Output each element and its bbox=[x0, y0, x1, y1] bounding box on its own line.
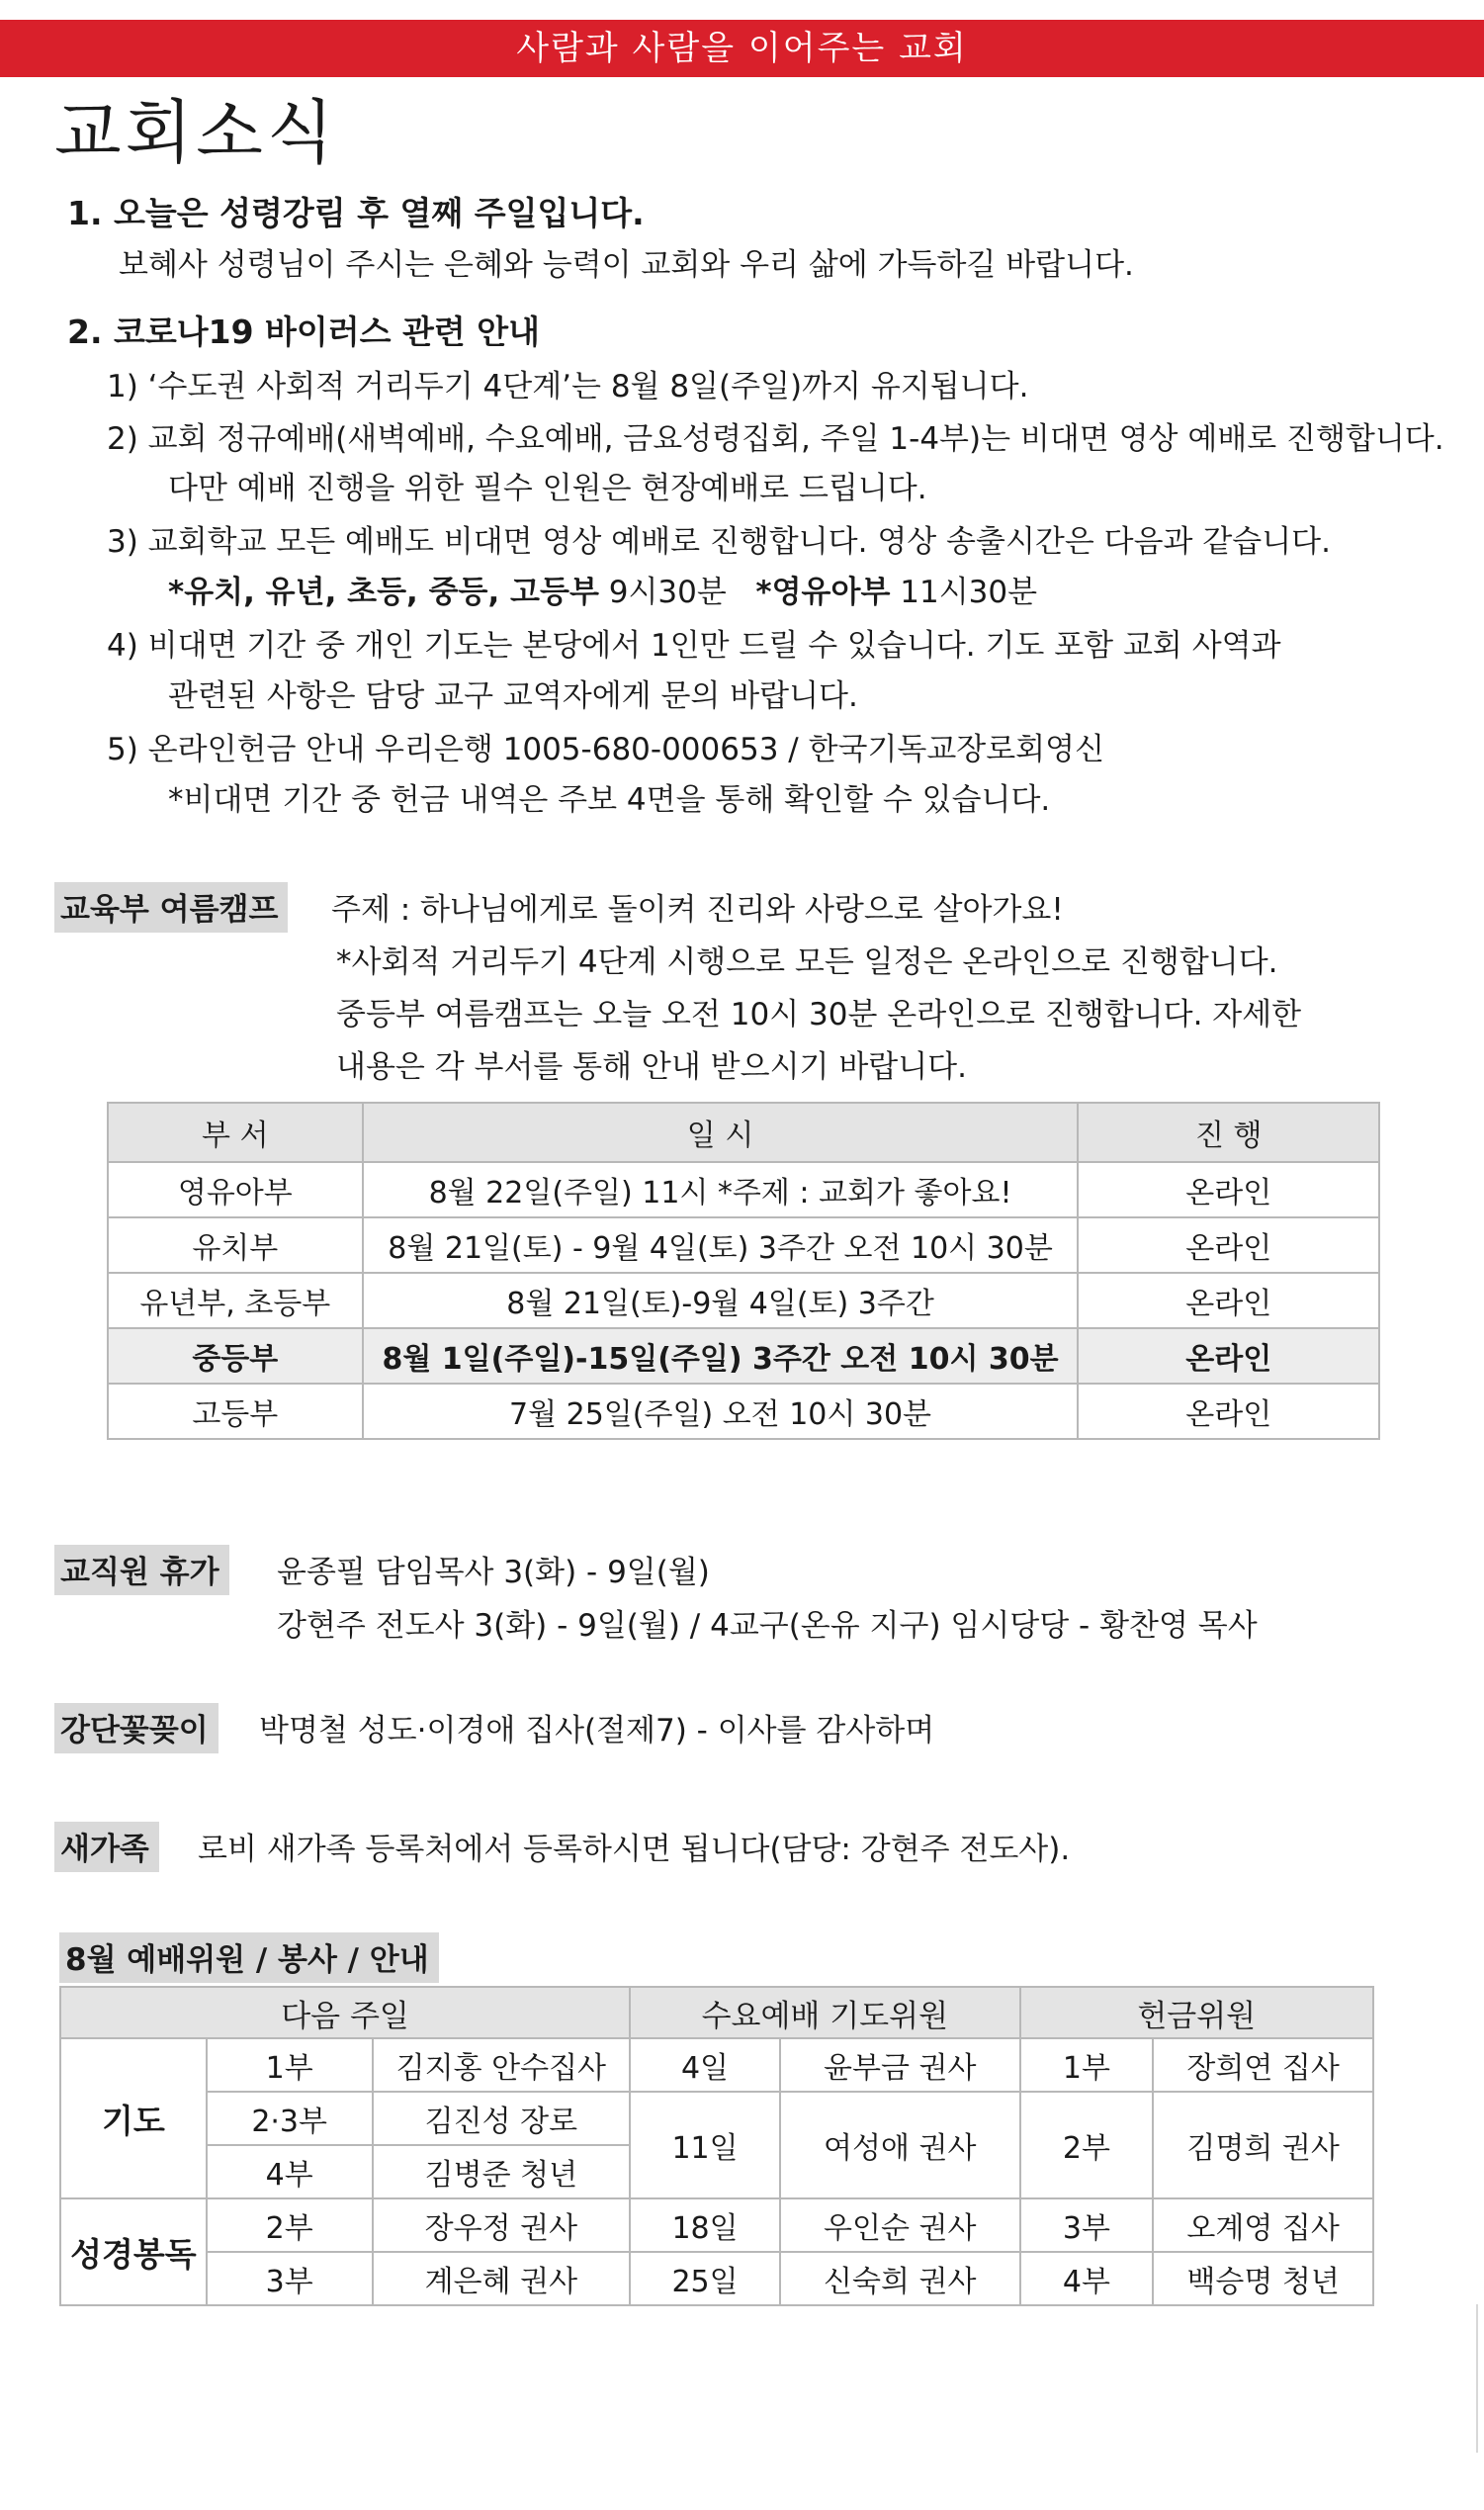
table-row bbox=[108, 1162, 1379, 1217]
notice-1-text: 보혜사 성령님이 주시는 은혜와 능력이 교회와 우리 삶에 가득하길 바랍니다. bbox=[119, 247, 1134, 283]
offering-part-cell: 3부 bbox=[1020, 2198, 1154, 2252]
dept-cell: 고등부 bbox=[108, 1384, 363, 1439]
camp-desc-1: *사회적 거리두기 4단계 시행으로 모든 일정은 온라인으로 진행합니다. bbox=[336, 944, 1278, 980]
page-edge-divider bbox=[1476, 2304, 1478, 2453]
header-offering: 헌금위원 bbox=[1020, 1987, 1374, 2038]
notice-2-schedule bbox=[168, 567, 1037, 611]
table-row bbox=[108, 1273, 1379, 1328]
mode-cell: 온라인 bbox=[1078, 1217, 1379, 1273]
part-cell: 1부 bbox=[207, 2038, 373, 2092]
page-title: 교회소식 bbox=[54, 92, 338, 173]
camp-desc-3: 내용은 각 부서를 통해 안내 받으시기 바랍니다. bbox=[336, 1049, 967, 1085]
name-cell: 김지홍 안수집사 bbox=[373, 2038, 631, 2092]
notice-2-line-2: 2) 교회 정규예배(새벽예배, 수요예배, 금요성령집회, 주일 1-4부)는 비대면 영상 예배로 진행합니다. bbox=[107, 421, 1444, 457]
offering-part-cell: 4부 bbox=[1020, 2252, 1154, 2305]
name-cell: 계은혜 권사 bbox=[373, 2252, 631, 2305]
offering-name-cell: 김명희 권사 bbox=[1153, 2092, 1373, 2198]
header-date: 일 시 bbox=[363, 1103, 1079, 1162]
august-table-header bbox=[60, 1987, 1373, 2038]
wed-name-cell: 신숙희 권사 bbox=[780, 2252, 1020, 2305]
vacation-label: 교직원 휴가 bbox=[54, 1545, 229, 1595]
notice-2-heading: 2. 코로나19 바이러스 관련 안내 bbox=[67, 313, 541, 351]
offering-part-cell: 2부 bbox=[1020, 2092, 1154, 2198]
notice-2-line-2b: 다만 예배 진행을 위한 필수 인원은 현장예배로 드립니다. bbox=[168, 471, 927, 506]
flowers-text: 박명철 성도·이경애 집사(절제7) - 이사를 감사하며 bbox=[259, 1713, 935, 1748]
notice-2-line-1: 1) ‘수도권 사회적 거리두기 4단계’는 8월 8일(주일)까지 유지됩니다. bbox=[107, 369, 1029, 404]
header-sunday: 다음 주일 bbox=[60, 1987, 630, 2038]
august-label: 8월 예배위원 / 봉사 / 안내 bbox=[59, 1932, 439, 1983]
schedule-school-label: *유치, 유년, 초등, 중등, 고등부 bbox=[168, 575, 599, 610]
notice-1-heading: 1. 오늘은 성령강림 후 열째 주일입니다. bbox=[67, 194, 645, 232]
table-row bbox=[60, 2038, 1373, 2092]
notice-2-line-4: 4) 비대면 기간 중 개인 기도는 본당에서 1인만 드릴 수 있습니다. 기도 포함 교회 사역과 bbox=[107, 628, 1281, 664]
camp-label: 교육부 여름캠프 bbox=[54, 882, 288, 933]
table-row bbox=[60, 2198, 1373, 2252]
name-cell: 김진성 장로 bbox=[373, 2092, 631, 2145]
part-cell: 3부 bbox=[207, 2252, 373, 2305]
dept-cell: 중등부 bbox=[108, 1328, 363, 1384]
mode-cell: 온라인 bbox=[1078, 1162, 1379, 1217]
notice-2-line-3: 3) 교회학교 모든 예배도 비대면 영상 예배로 진행합니다. 영상 송출시간은 다음과 같습니다. bbox=[107, 524, 1331, 560]
schedule-school-time: 9시30분 bbox=[598, 575, 727, 610]
date-cell: 8월 21일(토)-9월 4일(토) 3주간 bbox=[363, 1273, 1079, 1328]
header-mode: 진 행 bbox=[1078, 1103, 1379, 1162]
wed-day-cell: 25일 bbox=[630, 2252, 780, 2305]
date-cell: 8월 21일(토) - 9월 4일(토) 3주간 오전 10시 30분 bbox=[363, 1217, 1079, 1273]
dept-cell: 유치부 bbox=[108, 1217, 363, 1273]
part-cell: 4부 bbox=[207, 2145, 373, 2198]
vacation-line-2: 강현주 전도사 3(화) - 9일(월) / 4교구(온유 지구) 임시당당 - 황찬영 목사 bbox=[277, 1608, 1258, 1644]
newfamily-text: 로비 새가족 등록처에서 등록하시면 됩니다(담당: 강현주 전도사). bbox=[198, 1832, 1071, 1867]
mode-cell: 온라인 bbox=[1078, 1384, 1379, 1439]
vacation-line-1: 윤종필 담임목사 3(화) - 9일(월) bbox=[277, 1555, 710, 1590]
name-cell: 장우정 권사 bbox=[373, 2198, 631, 2252]
wed-day-cell: 4일 bbox=[630, 2038, 780, 2092]
camp-table bbox=[107, 1102, 1380, 1440]
flowers-label: 강단꽃꽂이 bbox=[54, 1703, 218, 1753]
wed-day-cell: 18일 bbox=[630, 2198, 780, 2252]
header-banner: 사람과 사람을 이어주는 교회 bbox=[0, 20, 1484, 77]
table-row bbox=[60, 2252, 1373, 2305]
category-reading: 성경봉독 bbox=[60, 2198, 207, 2305]
wed-name-cell: 우인순 권사 bbox=[780, 2198, 1020, 2252]
category-prayer: 기도 bbox=[60, 2038, 207, 2198]
schedule-infant-time: 11시30분 bbox=[890, 575, 1038, 610]
header-wednesday: 수요예배 기도위원 bbox=[630, 1987, 1019, 2038]
name-cell: 김병준 청년 bbox=[373, 2145, 631, 2198]
camp-theme: 주제 : 하나님에게로 돌이켜 진리와 사랑으로 살아가요! bbox=[331, 892, 1064, 928]
wed-name-cell: 여성애 권사 bbox=[780, 2092, 1020, 2198]
notice-2-line-4b: 관련된 사항은 담당 교구 교역자에게 문의 바랍니다. bbox=[168, 678, 858, 714]
wed-day-cell: 11일 bbox=[630, 2092, 780, 2198]
header-dept: 부 서 bbox=[108, 1103, 363, 1162]
offering-name-cell: 장희연 집사 bbox=[1153, 2038, 1373, 2092]
notice-2-line-5b: *비대면 기간 중 헌금 내역은 주보 4면을 통해 확인할 수 있습니다. bbox=[168, 782, 1051, 818]
dept-cell: 영유아부 bbox=[108, 1162, 363, 1217]
date-cell: 8월 22일(주일) 11시 *주제 : 교회가 좋아요! bbox=[363, 1162, 1079, 1217]
mode-cell: 온라인 bbox=[1078, 1328, 1379, 1384]
table-row bbox=[108, 1384, 1379, 1439]
camp-desc-2: 중등부 여름캠프는 오늘 오전 10시 30분 온라인으로 진행합니다. 자세한 bbox=[336, 997, 1302, 1032]
offering-part-cell: 1부 bbox=[1020, 2038, 1154, 2092]
august-table bbox=[59, 1986, 1374, 2306]
date-cell: 7월 25일(주일) 오전 10시 30분 bbox=[363, 1384, 1079, 1439]
mode-cell: 온라인 bbox=[1078, 1273, 1379, 1328]
date-cell: 8월 1일(주일)-15일(주일) 3주간 오전 10시 30분 bbox=[363, 1328, 1079, 1384]
notice-2-line-5: 5) 온라인헌금 안내 우리은행 1005-680-000653 / 한국기독교장로회영신 bbox=[107, 732, 1105, 767]
table-row bbox=[108, 1217, 1379, 1273]
wed-name-cell: 윤부금 권사 bbox=[780, 2038, 1020, 2092]
part-cell: 2·3부 bbox=[207, 2092, 373, 2145]
camp-table-header bbox=[108, 1103, 1379, 1162]
dept-cell: 유년부, 초등부 bbox=[108, 1273, 363, 1328]
table-row bbox=[60, 2092, 1373, 2145]
part-cell: 2부 bbox=[207, 2198, 373, 2252]
table-row-highlighted bbox=[108, 1328, 1379, 1384]
offering-name-cell: 백승명 청년 bbox=[1153, 2252, 1373, 2305]
offering-name-cell: 오계영 집사 bbox=[1153, 2198, 1373, 2252]
newfamily-label: 새가족 bbox=[54, 1822, 159, 1872]
schedule-infant-label: *영유아부 bbox=[755, 575, 891, 610]
